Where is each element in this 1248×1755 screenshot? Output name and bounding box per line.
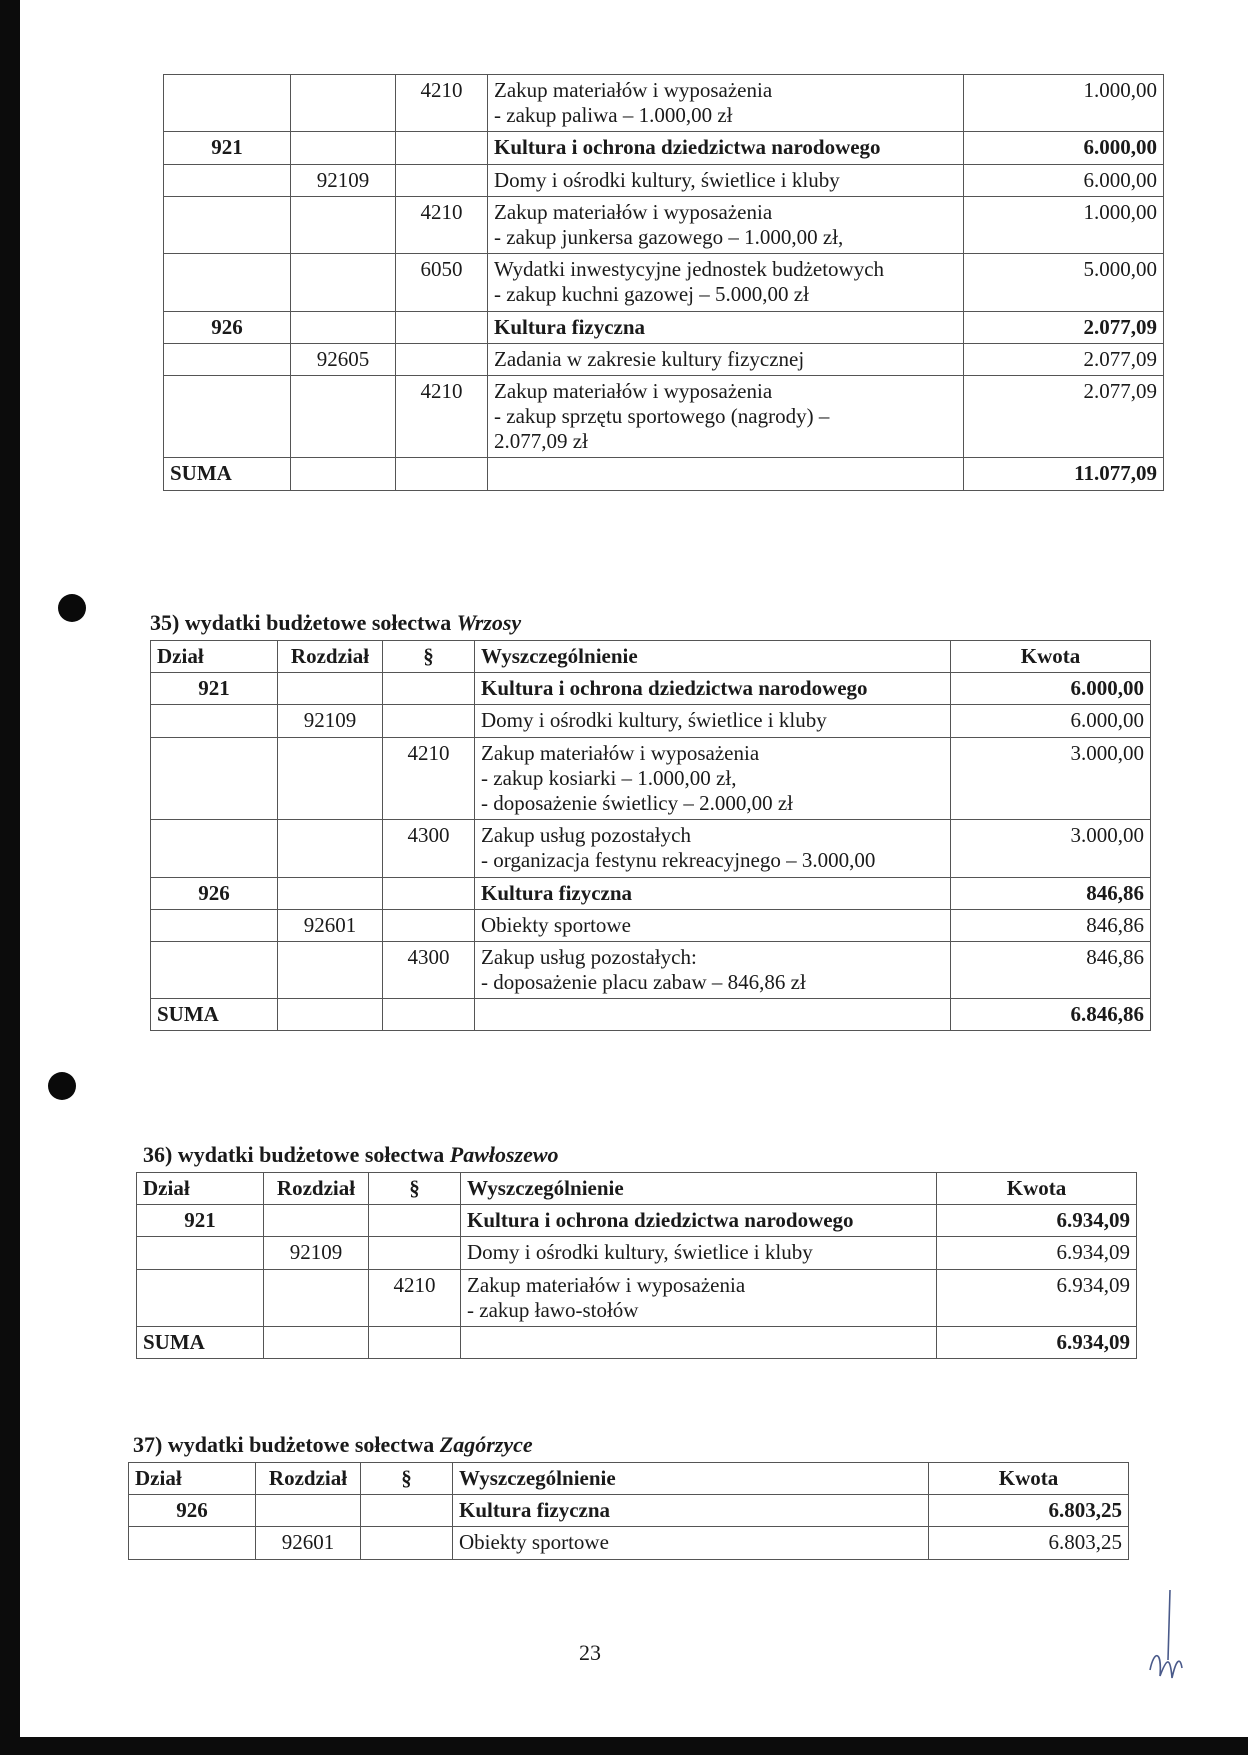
table-row bbox=[151, 877, 1151, 909]
section-title-prefix: 36) wydatki budżetowe sołectwa bbox=[143, 1142, 445, 1167]
table-body bbox=[137, 1173, 1137, 1359]
rozdzial-cell bbox=[256, 1495, 361, 1527]
table-row bbox=[151, 705, 1151, 737]
dzial-cell: 926 bbox=[164, 311, 291, 343]
suma-label: SUMA bbox=[151, 999, 278, 1031]
header-description: Wyszczególnienie bbox=[453, 1463, 929, 1495]
description-cell: Zakup materiałów i wyposażenia - zakup sprzętu sportowego (nagrody) – 2.077,09 zł bbox=[488, 375, 964, 458]
budget-table-continued bbox=[163, 74, 1164, 491]
header-dzial: Dział bbox=[151, 641, 278, 673]
empty-cell bbox=[488, 458, 964, 490]
amount-cell: 3.000,00 bbox=[951, 820, 1151, 877]
empty-cell bbox=[396, 458, 488, 490]
amount-cell: 846,86 bbox=[951, 877, 1151, 909]
suma-row bbox=[164, 458, 1164, 490]
dzial-cell bbox=[151, 705, 278, 737]
section-title-37 bbox=[133, 1432, 533, 1458]
header-amount: Kwota bbox=[929, 1463, 1129, 1495]
section-title-name: Zagórzyce bbox=[439, 1432, 533, 1457]
table-row bbox=[129, 1495, 1129, 1527]
empty-cell bbox=[369, 1326, 461, 1358]
dzial-cell bbox=[164, 164, 291, 196]
suma-row bbox=[137, 1326, 1137, 1358]
description-cell: Domy i ośrodki kultury, świetlice i kluby bbox=[475, 705, 951, 737]
rozdzial-cell: 92109 bbox=[264, 1237, 369, 1269]
paragraph-cell bbox=[396, 132, 488, 164]
paragraph-cell bbox=[396, 311, 488, 343]
header-paragraph: § bbox=[383, 641, 475, 673]
rozdzial-cell bbox=[291, 375, 396, 458]
amount-cell: 2.077,09 bbox=[964, 343, 1164, 375]
rozdzial-cell: 92601 bbox=[256, 1527, 361, 1559]
punch-hole-top bbox=[58, 594, 86, 622]
suma-amount: 6.934,09 bbox=[937, 1326, 1137, 1358]
table-row bbox=[151, 941, 1151, 998]
paragraph-cell bbox=[361, 1495, 453, 1527]
budget-table-wrzosy bbox=[150, 640, 1151, 1031]
description-cell: Zadania w zakresie kultury fizycznej bbox=[488, 343, 964, 375]
rozdzial-cell: 92109 bbox=[278, 705, 383, 737]
section-title-name: Pawłoszewo bbox=[449, 1142, 559, 1167]
rozdzial-cell bbox=[278, 673, 383, 705]
paragraph-cell bbox=[383, 877, 475, 909]
amount-cell: 6.000,00 bbox=[964, 164, 1164, 196]
amount-cell: 6.000,00 bbox=[964, 132, 1164, 164]
table-row bbox=[137, 1237, 1137, 1269]
amount-cell: 6.934,09 bbox=[937, 1269, 1137, 1326]
header-dzial: Dział bbox=[129, 1463, 256, 1495]
table-header-row bbox=[129, 1463, 1129, 1495]
table-header-row bbox=[137, 1173, 1137, 1205]
dzial-cell: 926 bbox=[129, 1495, 256, 1527]
rozdzial-cell bbox=[291, 132, 396, 164]
amount-cell: 6.803,25 bbox=[929, 1495, 1129, 1527]
rozdzial-cell bbox=[278, 877, 383, 909]
section-title-35 bbox=[150, 610, 521, 636]
table-row bbox=[151, 737, 1151, 820]
description-cell: Domy i ośrodki kultury, świetlice i kluby bbox=[461, 1237, 937, 1269]
description-cell: Zakup materiałów i wyposażenia - zakup kosiarki – 1.000,00 zł, - doposażenie świetlicy – 2.000,00 zł bbox=[475, 737, 951, 820]
scan-edge-bottom bbox=[0, 1737, 1248, 1755]
dzial-cell bbox=[137, 1237, 264, 1269]
header-rozdzial: Rozdział bbox=[278, 641, 383, 673]
dzial-cell: 926 bbox=[151, 877, 278, 909]
amount-cell: 1.000,00 bbox=[964, 196, 1164, 253]
header-amount: Kwota bbox=[951, 641, 1151, 673]
amount-cell: 6.803,25 bbox=[929, 1527, 1129, 1559]
table-row bbox=[164, 343, 1164, 375]
paragraph-cell bbox=[383, 705, 475, 737]
rozdzial-cell bbox=[264, 1269, 369, 1326]
suma-amount: 6.846,86 bbox=[951, 999, 1151, 1031]
description-cell: Zakup materiałów i wyposażenia - zakup junkersa gazowego – 1.000,00 zł, bbox=[488, 196, 964, 253]
rozdzial-cell: 92601 bbox=[278, 909, 383, 941]
suma-label: SUMA bbox=[164, 458, 291, 490]
dzial-cell: 921 bbox=[137, 1205, 264, 1237]
paragraph-cell: 4300 bbox=[383, 941, 475, 998]
handwritten-signature bbox=[1140, 1590, 1200, 1700]
header-description: Wyszczególnienie bbox=[475, 641, 951, 673]
amount-cell: 5.000,00 bbox=[964, 254, 1164, 311]
description-cell: Domy i ośrodki kultury, świetlice i kluby bbox=[488, 164, 964, 196]
header-amount: Kwota bbox=[937, 1173, 1137, 1205]
paragraph-cell bbox=[383, 673, 475, 705]
rozdzial-cell bbox=[291, 311, 396, 343]
table-row bbox=[137, 1205, 1137, 1237]
paragraph-cell bbox=[396, 164, 488, 196]
dzial-cell bbox=[151, 737, 278, 820]
table-row bbox=[164, 164, 1164, 196]
suma-row bbox=[151, 999, 1151, 1031]
table-row bbox=[164, 196, 1164, 253]
header-dzial: Dział bbox=[137, 1173, 264, 1205]
empty-cell bbox=[278, 999, 383, 1031]
table-row bbox=[151, 673, 1151, 705]
description-cell: Zakup materiałów i wyposażenia - zakup paliwa – 1.000,00 zł bbox=[488, 75, 964, 132]
dzial-cell bbox=[151, 820, 278, 877]
dzial-cell bbox=[129, 1527, 256, 1559]
description-cell: Zakup materiałów i wyposażenia - zakup ławo-stołów bbox=[461, 1269, 937, 1326]
page-number: 23 bbox=[579, 1640, 601, 1665]
section-title-prefix: 37) wydatki budżetowe sołectwa bbox=[133, 1432, 435, 1457]
table-row bbox=[164, 375, 1164, 458]
table-body bbox=[151, 641, 1151, 1031]
dzial-cell bbox=[164, 375, 291, 458]
scan-edge-left bbox=[0, 0, 20, 1755]
amount-cell: 3.000,00 bbox=[951, 737, 1151, 820]
table-row bbox=[164, 254, 1164, 311]
amount-cell: 6.934,09 bbox=[937, 1237, 1137, 1269]
empty-cell bbox=[475, 999, 951, 1031]
dzial-cell bbox=[151, 909, 278, 941]
description-cell: Kultura fizyczna bbox=[453, 1495, 929, 1527]
header-paragraph: § bbox=[361, 1463, 453, 1495]
empty-cell bbox=[461, 1326, 937, 1358]
paragraph-cell bbox=[396, 343, 488, 375]
section-title-prefix: 35) wydatki budżetowe sołectwa bbox=[150, 610, 452, 635]
description-cell: Kultura i ochrona dziedzictwa narodowego bbox=[461, 1205, 937, 1237]
dzial-cell: 921 bbox=[151, 673, 278, 705]
amount-cell: 846,86 bbox=[951, 909, 1151, 941]
amount-cell: 1.000,00 bbox=[964, 75, 1164, 132]
dzial-cell bbox=[164, 343, 291, 375]
table-row bbox=[137, 1269, 1137, 1326]
empty-cell bbox=[383, 999, 475, 1031]
rozdzial-cell: 92605 bbox=[291, 343, 396, 375]
dzial-cell bbox=[164, 75, 291, 132]
amount-cell: 846,86 bbox=[951, 941, 1151, 998]
empty-cell bbox=[291, 458, 396, 490]
rozdzial-cell bbox=[291, 196, 396, 253]
table-body bbox=[129, 1463, 1129, 1560]
paragraph-cell: 4300 bbox=[383, 820, 475, 877]
paragraph-cell bbox=[383, 909, 475, 941]
suma-amount: 11.077,09 bbox=[964, 458, 1164, 490]
description-cell: Obiekty sportowe bbox=[475, 909, 951, 941]
rozdzial-cell bbox=[264, 1205, 369, 1237]
table-body bbox=[164, 75, 1164, 491]
paragraph-cell: 4210 bbox=[396, 75, 488, 132]
section-title-36 bbox=[143, 1142, 559, 1168]
budget-table-zagorzyce bbox=[128, 1462, 1129, 1560]
table-row bbox=[164, 75, 1164, 132]
amount-cell: 6.000,00 bbox=[951, 673, 1151, 705]
paragraph-cell bbox=[361, 1527, 453, 1559]
dzial-cell bbox=[137, 1269, 264, 1326]
description-cell: Zakup usług pozostałych: - doposażenie placu zabaw – 846,86 zł bbox=[475, 941, 951, 998]
rozdzial-cell bbox=[291, 75, 396, 132]
description-cell: Kultura fizyczna bbox=[475, 877, 951, 909]
paragraph-cell: 6050 bbox=[396, 254, 488, 311]
suma-label: SUMA bbox=[137, 1326, 264, 1358]
amount-cell: 2.077,09 bbox=[964, 311, 1164, 343]
rozdzial-cell bbox=[291, 254, 396, 311]
rozdzial-cell bbox=[278, 820, 383, 877]
rozdzial-cell bbox=[278, 941, 383, 998]
table-row bbox=[151, 909, 1151, 941]
table-row bbox=[129, 1527, 1129, 1559]
table-row bbox=[164, 132, 1164, 164]
description-cell: Kultura i ochrona dziedzictwa narodowego bbox=[488, 132, 964, 164]
table-row bbox=[151, 820, 1151, 877]
table-row bbox=[164, 311, 1164, 343]
header-rozdzial: Rozdział bbox=[264, 1173, 369, 1205]
description-cell: Kultura fizyczna bbox=[488, 311, 964, 343]
paragraph-cell: 4210 bbox=[396, 375, 488, 458]
description-cell: Wydatki inwestycyjne jednostek budżetowych - zakup kuchni gazowej – 5.000,00 zł bbox=[488, 254, 964, 311]
description-cell: Zakup usług pozostałych - organizacja festynu rekreacyjnego – 3.000,00 bbox=[475, 820, 951, 877]
paragraph-cell: 4210 bbox=[369, 1269, 461, 1326]
dzial-cell: 921 bbox=[164, 132, 291, 164]
paragraph-cell: 4210 bbox=[383, 737, 475, 820]
header-description: Wyszczególnienie bbox=[461, 1173, 937, 1205]
paragraph-cell: 4210 bbox=[396, 196, 488, 253]
rozdzial-cell bbox=[278, 737, 383, 820]
description-cell: Kultura i ochrona dziedzictwa narodowego bbox=[475, 673, 951, 705]
dzial-cell bbox=[164, 254, 291, 311]
punch-hole-bottom bbox=[48, 1072, 76, 1100]
amount-cell: 6.934,09 bbox=[937, 1205, 1137, 1237]
paragraph-cell bbox=[369, 1237, 461, 1269]
dzial-cell bbox=[164, 196, 291, 253]
empty-cell bbox=[264, 1326, 369, 1358]
amount-cell: 2.077,09 bbox=[964, 375, 1164, 458]
table-header-row bbox=[151, 641, 1151, 673]
header-rozdzial: Rozdział bbox=[256, 1463, 361, 1495]
description-cell: Obiekty sportowe bbox=[453, 1527, 929, 1559]
amount-cell: 6.000,00 bbox=[951, 705, 1151, 737]
header-paragraph: § bbox=[369, 1173, 461, 1205]
dzial-cell bbox=[151, 941, 278, 998]
section-title-name: Wrzosy bbox=[456, 610, 522, 635]
budget-table-pawloszewo bbox=[136, 1172, 1137, 1359]
rozdzial-cell: 92109 bbox=[291, 164, 396, 196]
paragraph-cell bbox=[369, 1205, 461, 1237]
